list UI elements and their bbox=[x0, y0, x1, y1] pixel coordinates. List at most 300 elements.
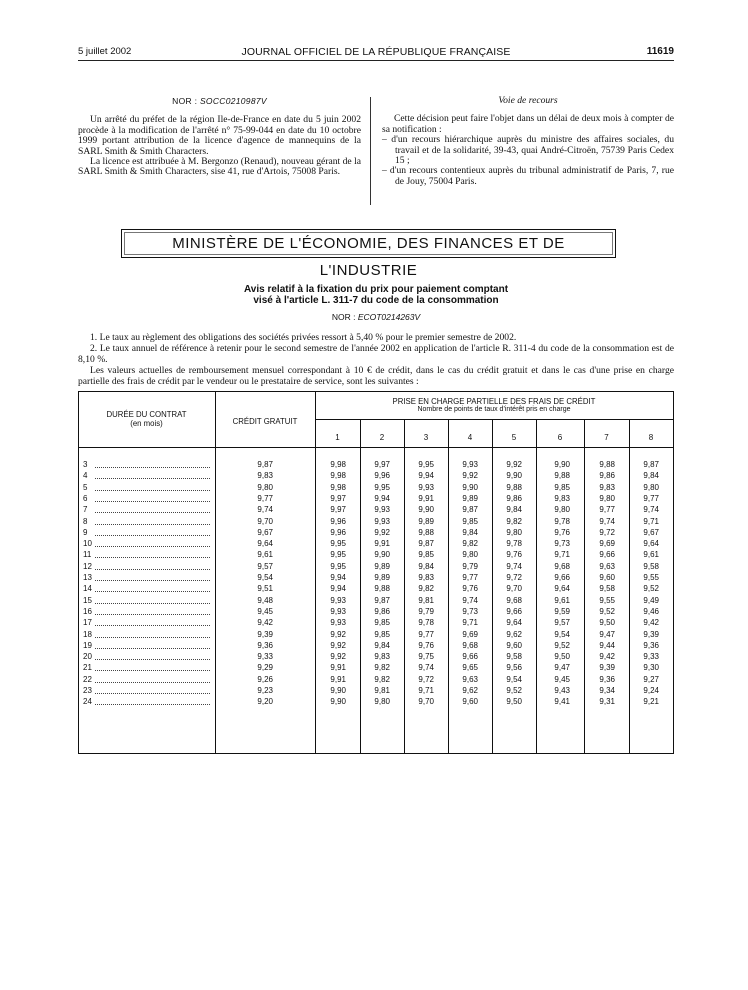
partial-charge-value: 9,89 bbox=[374, 561, 390, 571]
partial-charge-value: 9,62 bbox=[462, 686, 478, 695]
duration-cell bbox=[83, 561, 210, 572]
duration-cell bbox=[83, 606, 210, 617]
partial-charge-value: 9,75 bbox=[418, 652, 434, 662]
partial-charge-value: 9,87 bbox=[643, 460, 659, 469]
partial-charge-value: 9,77 bbox=[599, 505, 615, 515]
duration-cell bbox=[83, 662, 210, 673]
duration-cell bbox=[83, 696, 210, 707]
partial-charge-value: 9,55 bbox=[643, 573, 659, 582]
partial-charge-value: 9,76 bbox=[506, 550, 522, 560]
journal-title: JOURNAL OFFICIEL DE LA RÉPUBLIQUE FRANÇAISE bbox=[241, 46, 511, 58]
partial-charge-value: 9,47 bbox=[599, 629, 615, 639]
partial-charge-value: 9,60 bbox=[599, 573, 615, 582]
free-credit-value: 9,83 bbox=[257, 471, 273, 481]
partial-charge-value: 9,86 bbox=[599, 471, 615, 481]
duration-cell bbox=[83, 640, 210, 651]
partial-charge-value: 9,76 bbox=[418, 640, 434, 650]
partial-charge-header-sub: Nombre de points de taux d'intérêt pris en charge bbox=[417, 406, 571, 413]
partial-charge-value: 9,39 bbox=[599, 663, 615, 673]
partial-charge-value: 9,71 bbox=[554, 550, 570, 560]
duration-cell bbox=[83, 482, 210, 493]
rate-paragraph-2: 2. Le taux annuel de référence à retenir pour le second semestre de l'année 2002 en application de l'article R. 311-4 du code de la consommation est de 8,10 %. bbox=[78, 343, 674, 365]
partial-charge-value: 9,90 bbox=[330, 686, 346, 695]
duration-cell bbox=[83, 595, 210, 606]
duration-value: 23 bbox=[83, 686, 92, 695]
partial-charge-value: 9,27 bbox=[643, 674, 659, 684]
points-column-header: 5 bbox=[511, 433, 517, 442]
partial-charge-value: 9,63 bbox=[599, 561, 615, 571]
duration-cell bbox=[83, 516, 210, 527]
partial-charge-value: 9,58 bbox=[643, 561, 659, 571]
dot-leader bbox=[95, 467, 210, 468]
partial-charge-value: 9,91 bbox=[330, 674, 346, 684]
appeal-item-contentious: – d'un recours contentieux auprès du tribunal administratif de Paris, 7, rue de Jouy, 75004 Paris. bbox=[382, 165, 674, 187]
partial-charge-value: 9,61 bbox=[554, 595, 570, 605]
partial-charge-value: 9,30 bbox=[643, 663, 659, 673]
partial-charge-value: 9,78 bbox=[506, 539, 522, 549]
partial-charge-value: 9,84 bbox=[418, 561, 434, 571]
partial-charge-value: 9,65 bbox=[462, 663, 478, 673]
duration-value: 19 bbox=[83, 640, 92, 650]
partial-charge-value: 9,85 bbox=[374, 629, 390, 639]
partial-charge-value: 9,97 bbox=[330, 505, 346, 515]
partial-charge-value: 9,94 bbox=[374, 493, 390, 503]
partial-charge-value: 9,93 bbox=[374, 505, 390, 515]
partial-charge-value: 9,89 bbox=[418, 516, 434, 526]
partial-charge-value: 9,31 bbox=[599, 697, 615, 707]
duration-header-unit: (en mois) bbox=[130, 418, 163, 428]
rate-paragraph-1: 1. Le taux au règlement des obligations des sociétés privées ressort à 5,40 % pour le premier semestre de 2002. bbox=[90, 332, 517, 343]
partial-charge-value: 9,95 bbox=[330, 561, 346, 571]
table-row bbox=[79, 538, 673, 549]
duration-cell bbox=[83, 617, 210, 628]
partial-charge-value: 9,82 bbox=[418, 584, 434, 594]
partial-charge-value: 9,66 bbox=[462, 652, 478, 662]
partial-charge-value: 9,77 bbox=[418, 629, 434, 639]
partial-charge-value: 9,69 bbox=[462, 629, 478, 639]
duration-cell bbox=[83, 504, 210, 515]
partial-charge-value: 9,82 bbox=[374, 674, 390, 684]
partial-charge-value: 9,79 bbox=[462, 561, 478, 571]
partial-charge-value: 9,84 bbox=[643, 471, 659, 481]
partial-charge-value: 9,97 bbox=[374, 460, 390, 469]
partial-charge-value: 9,80 bbox=[554, 505, 570, 515]
points-column-header: 6 bbox=[557, 433, 563, 442]
partial-charge-value: 9,90 bbox=[374, 550, 390, 560]
table-row bbox=[79, 561, 673, 572]
values-paragraph: Les valeurs actuelles de remboursement mensuel correspondant à 10 € de crédit, dans le cas du crédit gratuit et dans le cas d'une prise en charge partielle des frais de crédit par le vendeur ou le prestataire de service, sont les suivantes : bbox=[78, 365, 674, 387]
duration-value: 5 bbox=[83, 482, 88, 492]
table-row bbox=[79, 674, 673, 685]
duration-header-label: DURÉE DU CONTRAT bbox=[106, 410, 187, 419]
free-credit-value: 9,23 bbox=[257, 686, 273, 695]
table-row bbox=[79, 470, 673, 481]
partial-charge-value: 9,84 bbox=[374, 640, 390, 650]
dot-leader bbox=[95, 478, 210, 479]
partial-charge-value: 9,94 bbox=[418, 471, 434, 481]
free-credit-value: 9,51 bbox=[257, 584, 273, 594]
partial-charge-value: 9,93 bbox=[330, 606, 346, 616]
partial-charge-value: 9,91 bbox=[374, 539, 390, 549]
partial-charge-value: 9,72 bbox=[599, 527, 615, 537]
partial-charge-value: 9,24 bbox=[643, 686, 659, 695]
partial-charge-value: 9,92 bbox=[330, 629, 346, 639]
notice-title-line-2: visé à l'article L. 311-7 du code de la consommation bbox=[253, 295, 499, 306]
free-credit-value: 9,29 bbox=[257, 663, 273, 673]
partial-charge-value: 9,82 bbox=[374, 663, 390, 673]
dot-leader bbox=[95, 614, 210, 615]
partial-charge-value: 9,69 bbox=[599, 539, 615, 549]
partial-charge-value: 9,72 bbox=[418, 674, 434, 684]
partial-charge-value: 9,82 bbox=[506, 516, 522, 526]
partial-charge-value: 9,52 bbox=[506, 686, 522, 695]
free-credit-header: CRÉDIT GRATUIT bbox=[232, 417, 298, 426]
partial-charge-value: 9,73 bbox=[462, 606, 478, 616]
points-column-header: 8 bbox=[648, 433, 654, 442]
partial-charge-value: 9,68 bbox=[554, 561, 570, 571]
partial-charge-value: 9,76 bbox=[554, 527, 570, 537]
points-column-header: 3 bbox=[423, 433, 429, 442]
partial-charge-value: 9,96 bbox=[374, 471, 390, 481]
partial-charge-value: 9,88 bbox=[506, 482, 522, 492]
duration-value: 15 bbox=[83, 595, 92, 605]
dot-leader bbox=[95, 659, 210, 660]
partial-charge-value: 9,34 bbox=[599, 686, 615, 695]
table-row bbox=[79, 482, 673, 493]
partial-charge-value: 9,33 bbox=[643, 652, 659, 662]
partial-charge-value: 9,93 bbox=[374, 516, 390, 526]
partial-charge-value: 9,90 bbox=[418, 505, 434, 515]
partial-charge-value: 9,52 bbox=[599, 606, 615, 616]
points-column-header: 1 bbox=[335, 433, 340, 442]
partial-charge-value: 9,62 bbox=[506, 629, 522, 639]
partial-charge-value: 9,90 bbox=[554, 460, 570, 469]
partial-charge-value: 9,71 bbox=[643, 516, 659, 526]
duration-value: 10 bbox=[83, 539, 92, 549]
duration-cell bbox=[83, 549, 210, 560]
partial-charge-value: 9,89 bbox=[374, 573, 390, 582]
partial-charge-value: 9,74 bbox=[599, 516, 615, 526]
page-number: 11619 bbox=[646, 46, 674, 57]
dot-leader bbox=[95, 501, 210, 502]
partial-charge-value: 9,70 bbox=[418, 697, 434, 707]
partial-charge-value: 9,81 bbox=[418, 595, 434, 605]
duration-value: 24 bbox=[83, 697, 92, 707]
partial-charge-value: 9,50 bbox=[506, 697, 522, 707]
partial-charge-value: 9,73 bbox=[554, 539, 570, 549]
duration-cell bbox=[83, 470, 210, 481]
partial-charge-value: 9,87 bbox=[462, 505, 478, 515]
partial-charge-value: 9,44 bbox=[599, 640, 615, 650]
notice-title-line-1: Avis relatif à la fixation du prix pour paiement comptant bbox=[243, 284, 509, 295]
dot-leader bbox=[95, 603, 210, 604]
partial-charge-value: 9,60 bbox=[462, 697, 478, 707]
appeal-item-hierarchical: – d'un recours hiérarchique auprès du ministre des affaires sociales, du travail et de la solidarité, 39-43, quai André-Citroën, 75739 Paris Cedex 15 ; bbox=[382, 134, 674, 167]
dot-leader bbox=[95, 670, 210, 671]
partial-charge-value: 9,50 bbox=[554, 652, 570, 662]
partial-charge-value: 9,67 bbox=[643, 527, 659, 537]
partial-charge-value: 9,84 bbox=[506, 505, 522, 515]
partial-charge-value: 9,66 bbox=[599, 550, 615, 560]
partial-charge-value: 9,97 bbox=[330, 493, 346, 503]
partial-charge-value: 9,92 bbox=[374, 527, 390, 537]
left-column bbox=[78, 96, 361, 178]
partial-charge-value: 9,84 bbox=[462, 527, 478, 537]
partial-charge-value: 9,80 bbox=[643, 482, 659, 492]
partial-charge-value: 9,89 bbox=[462, 493, 478, 503]
free-credit-value: 9,64 bbox=[257, 539, 273, 549]
duration-cell bbox=[83, 572, 210, 583]
free-credit-value: 9,70 bbox=[257, 516, 273, 526]
dot-leader bbox=[95, 591, 210, 592]
dot-leader bbox=[95, 569, 210, 570]
duration-value: 21 bbox=[83, 663, 92, 673]
partial-charge-value: 9,58 bbox=[599, 584, 615, 594]
free-credit-value: 9,54 bbox=[257, 573, 273, 582]
duration-value: 13 bbox=[83, 573, 92, 582]
partial-charge-value: 9,90 bbox=[462, 482, 478, 492]
duration-value: 16 bbox=[83, 606, 92, 616]
partial-charge-value: 9,42 bbox=[643, 618, 659, 628]
table-row bbox=[79, 651, 673, 662]
partial-charge-value: 9,92 bbox=[506, 460, 522, 469]
table-row bbox=[79, 504, 673, 515]
duration-value: 4 bbox=[83, 471, 88, 481]
duration-cell bbox=[83, 674, 210, 685]
partial-charge-value: 9,83 bbox=[418, 573, 434, 582]
duration-value: 18 bbox=[83, 629, 92, 639]
duration-cell bbox=[83, 685, 210, 696]
partial-charge-value: 9,80 bbox=[462, 550, 478, 560]
partial-charge-value: 9,95 bbox=[374, 482, 390, 492]
partial-charge-value: 9,80 bbox=[506, 527, 522, 537]
dot-leader bbox=[95, 524, 210, 525]
partial-charge-value: 9,56 bbox=[506, 663, 522, 673]
table-row bbox=[79, 640, 673, 651]
duration-value: 22 bbox=[83, 674, 92, 684]
partial-charge-value: 9,63 bbox=[462, 674, 478, 684]
duration-value: 3 bbox=[83, 460, 88, 469]
partial-charge-value: 9,68 bbox=[462, 640, 478, 650]
partial-charge-value: 9,82 bbox=[462, 539, 478, 549]
notice-body bbox=[78, 333, 674, 388]
table-row bbox=[79, 493, 673, 504]
partial-charge-value: 9,78 bbox=[418, 618, 434, 628]
table-row bbox=[79, 685, 673, 696]
dot-leader bbox=[95, 704, 210, 705]
partial-charge-value: 9,42 bbox=[599, 652, 615, 662]
partial-charge-value: 9,81 bbox=[374, 686, 390, 695]
appeal-intro: Cette décision peut faire l'objet dans un délai de deux mois à compter de sa notification : bbox=[382, 113, 674, 135]
right-column bbox=[382, 96, 674, 187]
partial-charge-value: 9,64 bbox=[506, 618, 522, 628]
partial-charge-value: 9,83 bbox=[374, 652, 390, 662]
partial-charge-value: 9,98 bbox=[330, 482, 346, 492]
partial-charge-value: 9,94 bbox=[330, 584, 346, 594]
partial-charge-value: 9,96 bbox=[330, 516, 346, 526]
partial-charge-value: 9,74 bbox=[643, 505, 659, 515]
table-rule bbox=[315, 419, 673, 420]
points-column-header: 2 bbox=[379, 433, 385, 442]
partial-charge-value: 9,59 bbox=[554, 606, 570, 616]
partial-charge-value: 9,79 bbox=[418, 606, 434, 616]
page-header bbox=[78, 46, 674, 61]
partial-charge-value: 9,90 bbox=[330, 697, 346, 707]
partial-charge-value: 9,36 bbox=[643, 640, 659, 650]
column-divider bbox=[370, 97, 371, 205]
partial-charge-value: 9,85 bbox=[374, 618, 390, 628]
partial-charge-value: 9,49 bbox=[643, 595, 659, 605]
partial-charge-value: 9,41 bbox=[554, 697, 570, 707]
decree-paragraph: Un arrêté du préfet de la région Ile-de-France en date du 5 juin 2002 procède à la modification de l'arrêté n° 75-99-044 en date du 10 octobre 1999 portant attribution de la licence d'agence de mannequins de la SARL Smith & Smith Characters. bbox=[78, 114, 361, 157]
free-credit-value: 9,20 bbox=[257, 697, 273, 707]
appeal-heading: Voie de recours bbox=[498, 95, 558, 106]
partial-charge-value: 9,66 bbox=[554, 573, 570, 582]
partial-charge-value: 9,52 bbox=[554, 640, 570, 650]
free-credit-value: 9,42 bbox=[257, 618, 273, 628]
partial-charge-value: 9,88 bbox=[418, 527, 434, 537]
partial-charge-value: 9,83 bbox=[554, 493, 570, 503]
partial-charge-value: 9,93 bbox=[330, 595, 346, 605]
free-credit-value: 9,87 bbox=[257, 460, 273, 469]
table-row bbox=[79, 696, 673, 707]
dot-leader bbox=[95, 625, 210, 626]
table-row bbox=[79, 527, 673, 538]
free-credit-value: 9,80 bbox=[257, 482, 273, 492]
duration-header bbox=[79, 411, 214, 428]
partial-charge-value: 9,45 bbox=[554, 674, 570, 684]
partial-charge-value: 9,70 bbox=[506, 584, 522, 594]
table-row bbox=[79, 572, 673, 583]
points-column-header: 7 bbox=[604, 433, 609, 442]
partial-charge-value: 9,46 bbox=[643, 606, 659, 616]
partial-charge-value: 9,92 bbox=[462, 471, 478, 481]
partial-charge-value: 9,39 bbox=[643, 629, 659, 639]
table-row bbox=[79, 662, 673, 673]
dot-leader bbox=[95, 535, 210, 536]
partial-charge-value: 9,93 bbox=[330, 618, 346, 628]
partial-charge-value: 9,80 bbox=[599, 493, 615, 503]
partial-charge-value: 9,54 bbox=[506, 674, 522, 684]
duration-cell bbox=[83, 583, 210, 594]
free-credit-value: 9,39 bbox=[257, 629, 273, 639]
partial-charge-value: 9,74 bbox=[506, 561, 522, 571]
partial-charge-value: 9,88 bbox=[374, 584, 390, 594]
duration-value: 6 bbox=[83, 493, 88, 503]
partial-charge-value: 9,74 bbox=[418, 663, 434, 673]
partial-charge-value: 9,91 bbox=[330, 663, 346, 673]
partial-charge-value: 9,96 bbox=[330, 527, 346, 537]
duration-value: 20 bbox=[83, 652, 92, 662]
free-credit-value: 9,45 bbox=[257, 606, 273, 616]
partial-charge-value: 9,83 bbox=[599, 482, 615, 492]
partial-charge-value: 9,90 bbox=[506, 471, 522, 481]
duration-cell bbox=[83, 527, 210, 538]
dot-leader bbox=[95, 637, 210, 638]
dot-leader bbox=[95, 682, 210, 683]
partial-charge-value: 9,78 bbox=[554, 516, 570, 526]
table-row bbox=[79, 549, 673, 560]
duration-value: 9 bbox=[83, 527, 88, 537]
partial-charge-value: 9,54 bbox=[554, 629, 570, 639]
free-credit-value: 9,26 bbox=[257, 674, 273, 684]
duration-cell bbox=[83, 538, 210, 549]
partial-charge-value: 9,71 bbox=[418, 686, 434, 695]
partial-charge-value: 9,86 bbox=[374, 606, 390, 616]
partial-charge-value: 9,77 bbox=[462, 573, 478, 582]
duration-value: 7 bbox=[83, 505, 88, 515]
issue-date: 5 juillet 2002 bbox=[78, 46, 132, 57]
partial-charge-value: 9,93 bbox=[418, 482, 434, 492]
partial-charge-value: 9,92 bbox=[330, 652, 346, 662]
repayment-table bbox=[78, 391, 674, 754]
partial-charge-value: 9,50 bbox=[599, 618, 615, 628]
partial-charge-value: 9,98 bbox=[330, 460, 346, 469]
nor-reference: NOR : SOCC0210987V bbox=[172, 96, 267, 106]
table-row bbox=[79, 583, 673, 594]
partial-charge-value: 9,21 bbox=[643, 697, 659, 707]
notice-title-block bbox=[78, 284, 674, 323]
partial-charge-value: 9,71 bbox=[462, 618, 478, 628]
partial-charge-value: 9,85 bbox=[418, 550, 434, 560]
free-credit-value: 9,57 bbox=[257, 561, 273, 571]
partial-charge-value: 9,68 bbox=[506, 595, 522, 605]
duration-cell bbox=[83, 459, 210, 470]
partial-charge-value: 9,85 bbox=[462, 516, 478, 526]
partial-charge-value: 9,93 bbox=[462, 460, 478, 469]
partial-charge-value: 9,52 bbox=[643, 584, 659, 594]
dot-leader bbox=[95, 648, 210, 649]
duration-cell bbox=[83, 493, 210, 504]
partial-charge-value: 9,95 bbox=[418, 460, 434, 469]
duration-value: 14 bbox=[83, 584, 92, 594]
duration-value: 8 bbox=[83, 516, 88, 526]
partial-charge-value: 9,47 bbox=[554, 663, 570, 673]
partial-charge-value: 9,86 bbox=[506, 493, 522, 503]
partial-charge-value: 9,61 bbox=[643, 550, 659, 560]
table-row bbox=[79, 617, 673, 628]
ministry-banner: MINISTÈRE DE L'ÉCONOMIE, DES FINANCES ET DE L'INDUSTRIE bbox=[121, 229, 616, 258]
partial-charge-value: 9,58 bbox=[506, 652, 522, 662]
partial-charge-value: 9,87 bbox=[418, 539, 434, 549]
dot-leader bbox=[95, 557, 210, 558]
dot-leader bbox=[95, 512, 210, 513]
duration-cell bbox=[83, 629, 210, 640]
partial-charge-value: 9,95 bbox=[330, 550, 346, 560]
partial-charge-value: 9,36 bbox=[599, 674, 615, 684]
duration-value: 11 bbox=[83, 550, 92, 560]
table-row bbox=[79, 516, 673, 527]
dot-leader bbox=[95, 580, 210, 581]
free-credit-value: 9,77 bbox=[257, 493, 273, 503]
partial-charge-header bbox=[315, 398, 673, 414]
partial-charge-value: 9,85 bbox=[554, 482, 570, 492]
partial-charge-value: 9,64 bbox=[554, 584, 570, 594]
table-row bbox=[79, 629, 673, 640]
free-credit-value: 9,67 bbox=[257, 527, 273, 537]
dot-leader bbox=[95, 546, 210, 547]
duration-value: 17 bbox=[83, 618, 92, 628]
partial-charge-value: 9,98 bbox=[330, 471, 346, 481]
partial-charge-value: 9,77 bbox=[643, 493, 659, 503]
partial-charge-value: 9,95 bbox=[330, 539, 346, 549]
partial-charge-value: 9,91 bbox=[418, 493, 434, 503]
free-credit-value: 9,61 bbox=[257, 550, 273, 560]
duration-value: 12 bbox=[83, 561, 92, 571]
partial-charge-value: 9,60 bbox=[506, 640, 522, 650]
notice-nor-reference: NOR : ECOT0214263V bbox=[331, 312, 421, 322]
table-row bbox=[79, 459, 673, 470]
